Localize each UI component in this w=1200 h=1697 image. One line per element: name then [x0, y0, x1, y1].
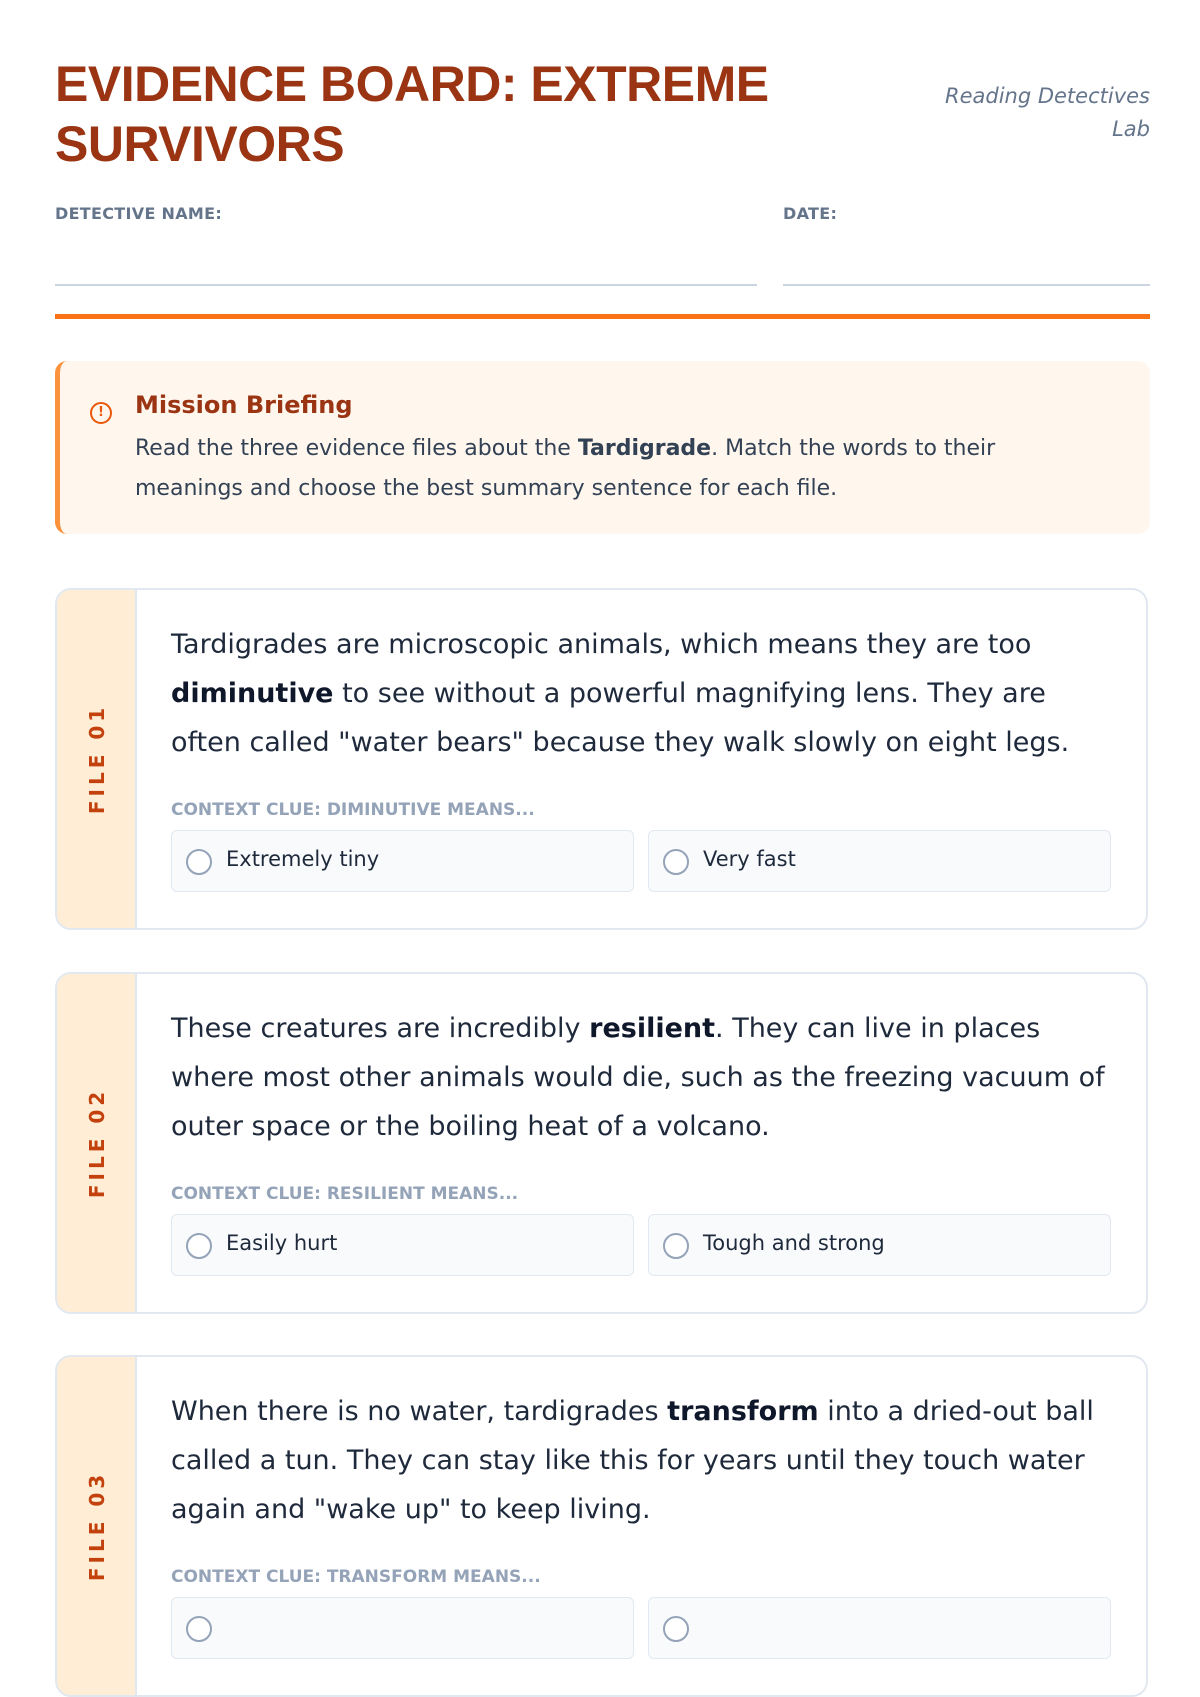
radio-button[interactable] [663, 1616, 689, 1642]
header [55, 0, 1150, 300]
evidence-file-card [55, 972, 1148, 1314]
evidence-file-card [55, 588, 1148, 930]
evidence-file-card [55, 1355, 1148, 1697]
answer-option[interactable] [171, 830, 634, 892]
file-label: FILE 01 [85, 703, 109, 815]
briefing-text [135, 429, 1095, 509]
file-text-start: When there is no water, tardigrades [171, 1396, 668, 1427]
file-label-strip [57, 974, 137, 1312]
briefing-text-end: . Match the words to their meanings and choose the best summary sentence for each file. [135, 436, 996, 501]
vocab-word: transform [667, 1396, 819, 1427]
file-text-start: These creatures are incredibly [171, 1013, 590, 1044]
context-clue-label: CONTEXT CLUE: RESILIENT MEANS... [171, 1184, 519, 1204]
radio-button[interactable] [663, 1233, 689, 1259]
context-clue-label: CONTEXT CLUE: DIMINUTIVE MEANS... [171, 800, 535, 820]
file-text-start: Tardigrades are microscopic animals, which means they are too [171, 629, 1032, 660]
page-title: EVIDENCE BOARD: EXTREME SURVIVORS [55, 56, 769, 172]
radio-button[interactable] [186, 1616, 212, 1642]
file-text-end: into a dried-out ball called a tun. They can stay like this for years until they touch water again and "wake up" to keep living. [171, 1396, 1094, 1525]
radio-button[interactable] [186, 849, 212, 875]
alert-circle-icon: ! [90, 402, 112, 424]
detective-name-field[interactable] [55, 204, 222, 223]
date-field[interactable] [783, 204, 837, 223]
context-clue-label: CONTEXT CLUE: TRANSFORM MEANS... [171, 1567, 541, 1587]
answer-option-label: Tough and strong [703, 1231, 885, 1255]
lab-subtitle: Reading Detectives Lab [944, 84, 1150, 141]
file-label: FILE 02 [85, 1087, 109, 1199]
file-text-end: to see without a powerful magnifying lens. They are often called "water bears" because they walk slowly on eight legs. [171, 678, 1070, 758]
file-text [171, 620, 1111, 767]
divider [55, 314, 1150, 319]
date-line[interactable] [783, 284, 1150, 286]
detective-name-line[interactable] [55, 284, 757, 286]
briefing-text-start: Read the three evidence files about the [135, 436, 578, 461]
date-label: DATE: [783, 204, 838, 223]
file-text [171, 1387, 1111, 1534]
file-label: FILE 03 [85, 1470, 109, 1582]
file-text [171, 1004, 1111, 1151]
answer-option-label: Easily hurt [226, 1231, 338, 1255]
answer-option[interactable] [648, 1214, 1111, 1276]
answer-option[interactable] [171, 1597, 634, 1659]
radio-button[interactable] [663, 849, 689, 875]
worksheet [55, 0, 1150, 1587]
vocab-word: diminutive [171, 678, 334, 709]
radio-button[interactable] [186, 1233, 212, 1259]
answer-option-label: Extremely tiny [226, 847, 380, 871]
mission-briefing [55, 361, 1150, 534]
file-text-end: . They can live in places where most other animals would die, such as the freezing vacuum of outer space or the boiling heat of a volcano. [171, 1013, 1105, 1142]
file-label-strip [57, 1357, 137, 1695]
detective-name-label: DETECTIVE NAME: [55, 204, 223, 223]
vocab-word: resilient [589, 1013, 716, 1044]
briefing-title: Mission Briefing [135, 391, 353, 419]
answer-option-label: Very fast [703, 847, 796, 871]
file-label-strip [57, 590, 137, 928]
answer-option[interactable] [648, 1597, 1111, 1659]
briefing-highlight: Tardigrade [577, 436, 712, 461]
answer-option[interactable] [171, 1214, 634, 1276]
answer-option[interactable] [648, 830, 1111, 892]
